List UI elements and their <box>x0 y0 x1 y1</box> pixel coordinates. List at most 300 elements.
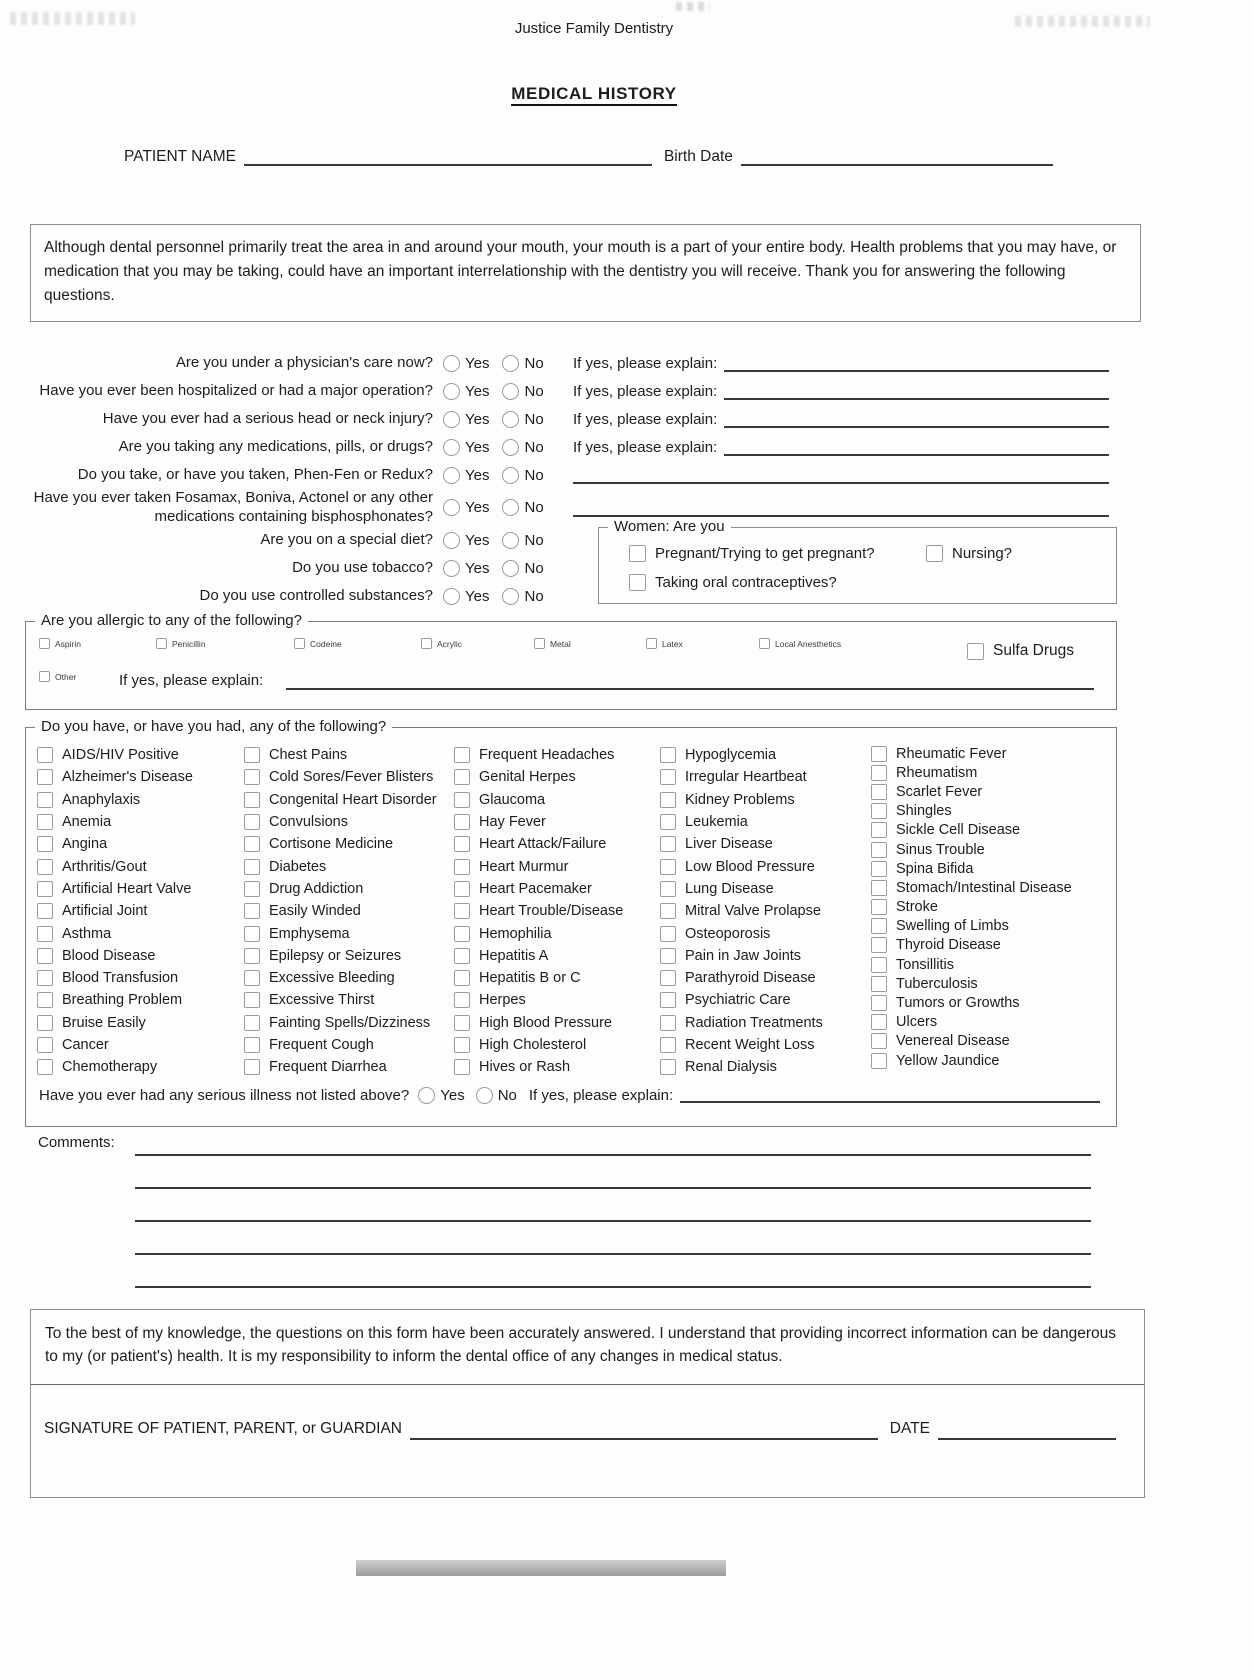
checkbox[interactable] <box>871 842 887 858</box>
checkbox[interactable] <box>37 992 53 1008</box>
checkbox[interactable] <box>454 859 470 875</box>
yes-radio[interactable] <box>443 560 460 577</box>
condition-option <box>660 1056 823 1078</box>
explain-label: If yes, please explain: <box>573 355 718 372</box>
write-line[interactable] <box>724 438 1109 456</box>
yes-no-group <box>433 467 561 484</box>
checkbox[interactable] <box>871 976 887 992</box>
checkbox[interactable] <box>871 957 887 973</box>
patient-name-label: PATIENT NAME <box>124 148 236 165</box>
question-right <box>561 438 1115 456</box>
allergy-option-label: Acrylic <box>437 638 463 649</box>
checkbox[interactable] <box>244 859 260 875</box>
checkbox[interactable] <box>421 638 432 649</box>
condition-option <box>244 1012 437 1034</box>
no-radio[interactable] <box>502 588 519 605</box>
date-line[interactable] <box>938 1422 1116 1440</box>
allergy-option-label: Latex <box>662 638 683 649</box>
write-line[interactable] <box>573 466 1109 484</box>
condition-label: Blood Transfusion <box>62 970 179 987</box>
checkbox[interactable] <box>871 784 887 800</box>
condition-option <box>660 855 823 877</box>
checkbox[interactable] <box>454 903 470 919</box>
no-radio[interactable] <box>502 532 519 549</box>
checkbox[interactable] <box>660 1059 676 1075</box>
condition-option <box>37 900 193 922</box>
question-right <box>561 382 1115 400</box>
checkbox[interactable] <box>37 792 53 808</box>
condition-option <box>244 855 437 877</box>
checkbox[interactable] <box>759 638 770 649</box>
condition-option <box>37 766 193 788</box>
other-label: Other <box>55 671 77 682</box>
yes-label: Yes <box>465 466 490 484</box>
sulfa-checkbox[interactable] <box>967 643 984 660</box>
allergy-option <box>156 638 206 649</box>
condition-option <box>454 1034 623 1056</box>
checkbox[interactable] <box>244 792 260 808</box>
checkbox[interactable] <box>660 1015 676 1031</box>
checkbox[interactable] <box>37 836 53 852</box>
condition-label: Hemophilia <box>479 925 552 942</box>
no-radio[interactable] <box>502 383 519 400</box>
condition-option <box>244 789 437 811</box>
condition-label: Chest Pains <box>269 747 348 764</box>
no-radio[interactable] <box>502 499 519 516</box>
condition-label: Artificial Joint <box>62 903 148 920</box>
yes-radio[interactable] <box>443 383 460 400</box>
condition-option <box>37 878 193 900</box>
condition-option <box>37 1012 193 1034</box>
scan-artifact <box>356 1560 726 1576</box>
signature-label: SIGNATURE OF PATIENT, PARENT, or GUARDIAN <box>44 1419 402 1437</box>
checkbox[interactable] <box>244 948 260 964</box>
checkbox[interactable] <box>244 814 260 830</box>
question-label: Do you use controlled substances? <box>199 587 433 605</box>
condition-option <box>37 811 193 833</box>
checkbox[interactable] <box>660 836 676 852</box>
question-right <box>561 466 1115 484</box>
allergy-option-label: Penicillin <box>172 638 206 649</box>
condition-option <box>37 744 193 766</box>
intro-box <box>30 224 1141 322</box>
no-label: No <box>524 466 544 484</box>
condition-option <box>244 766 437 788</box>
checkbox[interactable] <box>37 814 53 830</box>
checkbox[interactable] <box>660 792 676 808</box>
checkbox[interactable] <box>37 747 53 763</box>
condition-option <box>660 1012 823 1034</box>
condition-option <box>454 1012 623 1034</box>
question-label: Have you ever had a serious head or neck injury? <box>102 409 433 427</box>
yes-radio[interactable] <box>443 439 460 456</box>
condition-option <box>454 878 623 900</box>
checkbox[interactable] <box>871 995 887 1011</box>
patient-name-line[interactable] <box>244 148 652 166</box>
condition-label: Swelling of Limbs <box>896 918 1009 935</box>
condition-option <box>244 1034 437 1056</box>
condition-label: Cold Sores/Fever Blisters <box>269 769 434 786</box>
condition-label: Rheumatic Fever <box>896 745 1007 762</box>
date-label: DATE <box>889 1419 930 1437</box>
checkbox[interactable] <box>629 545 646 562</box>
condition-label: Yellow Jaundice <box>896 1052 1000 1069</box>
condition-label: Leukemia <box>685 814 748 831</box>
women-option <box>926 545 1012 562</box>
condition-label: Frequent Cough <box>269 1037 374 1053</box>
patient-row <box>124 148 1060 166</box>
no-radio[interactable] <box>502 439 519 456</box>
condition-option <box>871 859 1072 878</box>
allergy-option-label: Local Anesthetics <box>775 638 842 649</box>
women-option-label: Pregnant/Trying to get pregnant? <box>655 545 875 562</box>
condition-option <box>454 900 623 922</box>
yes-label: Yes <box>465 354 490 372</box>
condition-option <box>871 840 1072 859</box>
women-option-label: Taking oral contraceptives? <box>655 574 837 591</box>
write-line[interactable] <box>724 382 1109 400</box>
yes-radio[interactable] <box>443 411 460 428</box>
checkbox[interactable] <box>37 948 53 964</box>
comments-line[interactable] <box>135 1204 1091 1222</box>
yes-label: Yes <box>465 588 490 605</box>
checkbox[interactable] <box>454 1037 470 1053</box>
checkbox[interactable] <box>454 814 470 830</box>
women-legend: Women: Are you <box>608 518 731 535</box>
checkbox[interactable] <box>454 881 470 897</box>
condition-option <box>871 898 1072 917</box>
condition-label: Hepatitis B or C <box>479 970 581 987</box>
question-row <box>0 489 1115 527</box>
checkbox[interactable] <box>629 574 646 591</box>
intro-text: Although dental personnel primarily treat the area in and around your mouth, your mouth is a part of your entire body. Health problems that you may have, or medication that you may be taking, could have an important interrelationship with the dentistry you will receive. Thank you for answering the following questions. <box>44 239 1117 305</box>
question-row <box>0 433 1115 461</box>
checkbox[interactable] <box>660 769 676 785</box>
yes-label: Yes <box>465 438 490 456</box>
yes-radio[interactable] <box>418 1087 435 1104</box>
condition-option <box>871 782 1072 801</box>
condition-option <box>454 833 623 855</box>
signature-line[interactable] <box>410 1422 878 1440</box>
condition-label: Stomach/Intestinal Disease <box>896 879 1072 896</box>
birth-date-label: Birth Date <box>663 148 733 165</box>
condition-option <box>37 989 193 1011</box>
condition-label: Stroke <box>896 899 938 916</box>
condition-option <box>37 789 193 811</box>
comments-label: Comments: <box>38 1134 115 1151</box>
condition-label: Fainting Spells/Dizziness <box>269 1014 431 1031</box>
question-right <box>561 354 1115 372</box>
condition-label: Heart Pacemaker <box>479 880 592 897</box>
serious-illness-row <box>39 1085 1100 1106</box>
checkbox[interactable] <box>454 970 470 986</box>
checkbox[interactable] <box>454 747 470 763</box>
condition-option <box>244 967 437 989</box>
checkbox[interactable] <box>660 926 676 942</box>
checkbox[interactable] <box>646 638 657 649</box>
checkbox[interactable] <box>39 638 50 649</box>
checkbox[interactable] <box>244 1015 260 1031</box>
condition-label: Emphysema <box>269 925 350 942</box>
serious-illness-label: Have you ever had any serious illness not listed above? <box>39 1087 410 1104</box>
checkbox[interactable] <box>660 948 676 964</box>
condition-label: Alzheimer's Disease <box>62 769 193 786</box>
conditions-column <box>244 744 437 1078</box>
condition-option <box>244 744 437 766</box>
checkbox[interactable] <box>660 992 676 1008</box>
checkbox[interactable] <box>37 903 53 919</box>
checkbox[interactable] <box>244 970 260 986</box>
condition-option <box>37 922 193 944</box>
condition-label: Hypoglycemia <box>685 747 777 764</box>
condition-label: Rheumatism <box>896 764 978 781</box>
condition-label: Pain in Jaw Joints <box>685 947 802 964</box>
checkbox[interactable] <box>37 881 53 897</box>
no-radio[interactable] <box>476 1087 493 1104</box>
checkbox[interactable] <box>156 638 167 649</box>
checkbox[interactable] <box>244 992 260 1008</box>
comments-line[interactable] <box>135 1237 1091 1255</box>
checkbox[interactable] <box>37 926 53 942</box>
checkbox[interactable] <box>244 1059 260 1075</box>
explain-label: If yes, please explain: <box>573 439 718 456</box>
allergy-legend: Are you allergic to any of the following? <box>35 612 308 629</box>
condition-label: Ulcers <box>896 1014 938 1031</box>
write-line[interactable] <box>724 354 1109 372</box>
no-radio[interactable] <box>502 411 519 428</box>
no-label: No <box>524 499 544 517</box>
condition-option <box>454 766 623 788</box>
checkbox[interactable] <box>37 859 53 875</box>
certification-text: To the best of my knowledge, the questions on this form have been accurately answered. I understand that providing incorrect information can be dangerous to my (or patient's) health. It is my responsibility to inform the dental office of any changes in medical status. <box>45 1325 1116 1366</box>
condition-option <box>244 878 437 900</box>
women-section <box>598 518 1117 604</box>
condition-label: Epilepsy or Seizures <box>269 947 402 964</box>
condition-option <box>244 945 437 967</box>
checkbox[interactable] <box>244 926 260 942</box>
birth-date-line[interactable] <box>741 148 1053 166</box>
checkbox[interactable] <box>871 822 887 838</box>
yes-radio[interactable] <box>443 588 460 605</box>
yes-label: Yes <box>465 499 490 517</box>
checkbox[interactable] <box>871 937 887 953</box>
checkbox[interactable] <box>871 765 887 781</box>
checkbox[interactable] <box>534 638 545 649</box>
yes-radio[interactable] <box>443 355 460 372</box>
condition-option <box>871 744 1072 763</box>
checkbox[interactable] <box>294 638 305 649</box>
yes-radio[interactable] <box>443 467 460 484</box>
checkbox[interactable] <box>660 881 676 897</box>
checkbox[interactable] <box>660 1037 676 1053</box>
yes-no-group <box>433 499 561 516</box>
condition-label: High Cholesterol <box>479 1037 587 1053</box>
condition-label: Cancer <box>62 1037 109 1053</box>
yes-label: Yes <box>440 1087 465 1104</box>
allergy-explain-line[interactable] <box>286 670 1094 690</box>
form-title: MEDICAL HISTORY <box>511 84 676 106</box>
checkbox[interactable] <box>871 861 887 877</box>
checkbox[interactable] <box>454 836 470 852</box>
question-label: Have you ever been hospitalized or had a major operation? <box>39 381 433 399</box>
checkbox[interactable] <box>454 992 470 1008</box>
condition-label: Sinus Trouble <box>896 841 985 858</box>
checkbox[interactable] <box>37 1037 53 1053</box>
condition-label: Tumors or Growths <box>896 995 1020 1012</box>
condition-option <box>454 855 623 877</box>
comments-line[interactable] <box>135 1270 1091 1288</box>
condition-label: Low Blood Pressure <box>685 858 815 875</box>
checkbox[interactable] <box>660 903 676 919</box>
yes-label: Yes <box>465 410 490 428</box>
checkbox[interactable] <box>454 948 470 964</box>
comments-line[interactable] <box>135 1171 1091 1189</box>
condition-label: Radiation Treatments <box>685 1014 823 1031</box>
condition-option <box>660 967 823 989</box>
no-radio[interactable] <box>502 355 519 372</box>
yes-label: Yes <box>465 560 490 577</box>
yes-radio[interactable] <box>443 499 460 516</box>
checkbox[interactable] <box>454 1059 470 1075</box>
allergy-option-label: Codeine <box>310 638 342 649</box>
checkbox[interactable] <box>37 970 53 986</box>
checkbox[interactable] <box>660 814 676 830</box>
yes-no-group <box>433 588 561 605</box>
certification-box <box>30 1309 1145 1498</box>
condition-label: Frequent Headaches <box>479 747 615 764</box>
condition-label: Recent Weight Loss <box>685 1037 815 1053</box>
explain-label: If yes, please explain: <box>573 383 718 400</box>
checkbox[interactable] <box>454 1015 470 1031</box>
comments-line[interactable] <box>135 1138 1091 1156</box>
checkbox[interactable] <box>454 769 470 785</box>
checkbox[interactable] <box>871 899 887 915</box>
no-label: No <box>524 410 544 428</box>
question-right <box>561 499 1115 517</box>
question-label: Do you take, or have you taken, Phen-Fen or Redux? <box>77 465 433 483</box>
divider <box>31 1384 1144 1385</box>
condition-label: Arthritis/Gout <box>62 858 147 875</box>
signature-row <box>44 1412 1116 1440</box>
allergy-option <box>421 638 462 649</box>
condition-option <box>454 789 623 811</box>
yes-radio[interactable] <box>443 532 460 549</box>
condition-option <box>454 811 623 833</box>
serious-illness-explain-line[interactable] <box>680 1085 1100 1103</box>
condition-label: Spina Bifida <box>896 860 974 877</box>
yes-no-group <box>433 411 561 428</box>
checkbox[interactable] <box>660 970 676 986</box>
condition-option <box>37 833 193 855</box>
condition-option <box>454 945 623 967</box>
checkbox[interactable] <box>871 1014 887 1030</box>
allergy-option <box>294 638 342 649</box>
condition-option <box>244 1056 437 1078</box>
checkbox[interactable] <box>37 769 53 785</box>
explain-label: If yes, please explain: <box>573 411 718 428</box>
question-label: Are you taking any medications, pills, or drugs? <box>118 437 433 455</box>
checkbox[interactable] <box>244 747 260 763</box>
condition-option <box>871 763 1072 782</box>
condition-label: Thyroid Disease <box>896 937 1001 954</box>
checkbox[interactable] <box>37 1059 53 1075</box>
condition-label: Heart Trouble/Disease <box>479 903 624 920</box>
question-label: Have you ever taken Fosamax, Boniva, Actonel or any other medications containing bisphosphonates? <box>33 489 433 525</box>
condition-label: Heart Murmur <box>479 858 569 875</box>
checkbox[interactable] <box>871 803 887 819</box>
other-checkbox[interactable] <box>39 671 50 682</box>
checkbox[interactable] <box>244 903 260 919</box>
condition-label: Anemia <box>62 814 112 831</box>
no-label: No <box>497 1087 517 1104</box>
checkbox[interactable] <box>871 1053 887 1069</box>
checkbox[interactable] <box>871 880 887 896</box>
other-option <box>39 671 76 682</box>
question-row <box>0 461 1115 489</box>
no-radio[interactable] <box>502 467 519 484</box>
condition-option <box>244 811 437 833</box>
write-line[interactable] <box>573 499 1109 517</box>
condition-label: Diabetes <box>269 858 327 875</box>
allergy-option <box>646 638 683 649</box>
checkbox[interactable] <box>244 881 260 897</box>
condition-label: Tonsillitis <box>896 956 955 973</box>
checkbox[interactable] <box>37 1015 53 1031</box>
condition-option <box>871 974 1072 993</box>
question-label: Do you use tobacco? <box>292 559 433 577</box>
condition-label: Psychiatric Care <box>685 992 791 1009</box>
condition-option <box>37 855 193 877</box>
checkbox[interactable] <box>871 1033 887 1049</box>
checkbox[interactable] <box>660 747 676 763</box>
condition-option <box>871 993 1072 1012</box>
condition-label: Herpes <box>479 992 526 1009</box>
checkbox[interactable] <box>871 746 887 762</box>
write-line[interactable] <box>724 410 1109 428</box>
condition-label: Excessive Thirst <box>269 992 375 1009</box>
condition-label: Kidney Problems <box>685 791 795 808</box>
checkbox[interactable] <box>244 769 260 785</box>
condition-option <box>660 945 823 967</box>
condition-label: Renal Dialysis <box>685 1059 777 1076</box>
condition-label: Convulsions <box>269 814 348 831</box>
condition-label: Lung Disease <box>685 880 774 897</box>
condition-label: Hay Fever <box>479 814 546 831</box>
condition-label: Breathing Problem <box>62 992 183 1009</box>
question-label: Are you on a special diet? <box>260 531 433 549</box>
condition-label: Easily Winded <box>269 903 361 920</box>
scan-artifact <box>676 2 710 11</box>
condition-label: Artificial Heart Valve <box>62 880 192 897</box>
no-label: No <box>524 588 544 605</box>
checkbox[interactable] <box>244 1037 260 1053</box>
checkbox[interactable] <box>926 545 943 562</box>
checkbox[interactable] <box>244 836 260 852</box>
checkbox[interactable] <box>660 859 676 875</box>
checkbox[interactable] <box>454 926 470 942</box>
condition-option <box>871 802 1072 821</box>
explain-label: If yes, please explain: <box>528 1087 674 1104</box>
allergy-option-label: Metal <box>550 638 571 649</box>
allergy-section <box>25 612 1117 710</box>
checkbox[interactable] <box>871 918 887 934</box>
question-row <box>0 405 1115 433</box>
question-row <box>0 349 1115 377</box>
no-radio[interactable] <box>502 560 519 577</box>
allergy-option <box>534 638 571 649</box>
checkbox[interactable] <box>454 792 470 808</box>
sulfa-option <box>967 642 1074 660</box>
